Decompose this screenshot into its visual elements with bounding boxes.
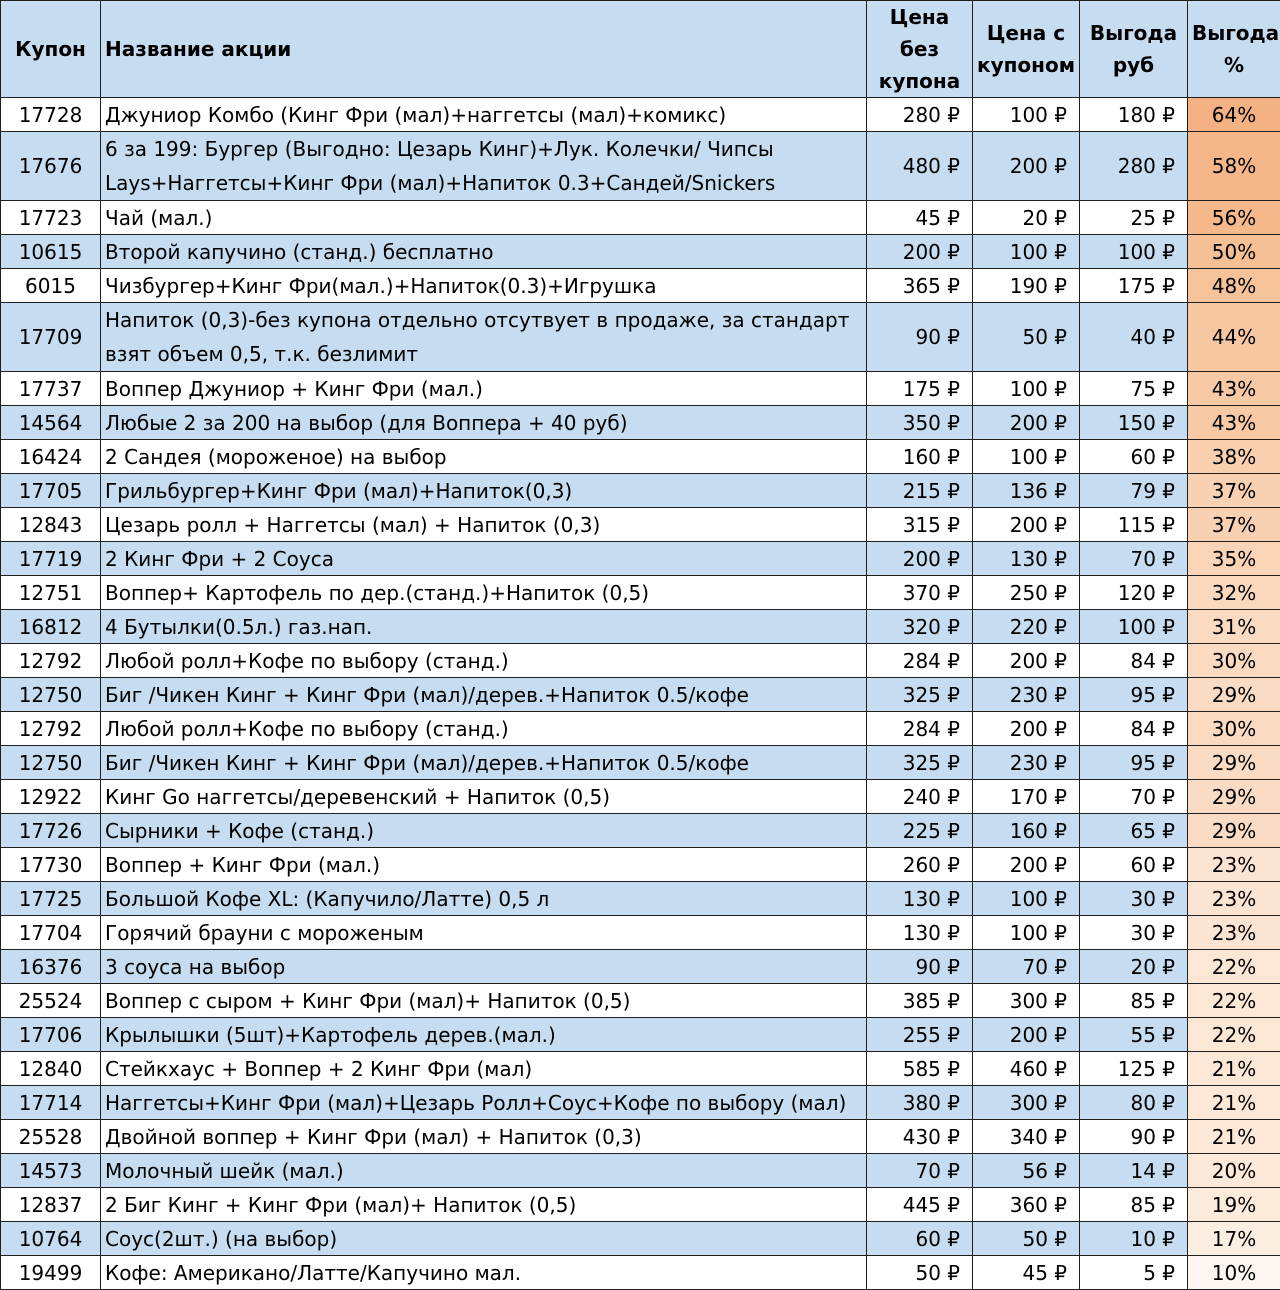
savings-pct-cell: 21% <box>1188 1120 1280 1154</box>
promo-name-cell: Любой ролл+Кофе по выбору (станд.) <box>101 712 867 746</box>
price-with-cell: 200 ₽ <box>973 848 1080 882</box>
savings-rub-cell: 85 ₽ <box>1080 984 1188 1018</box>
price-with-cell: 300 ₽ <box>973 1086 1080 1120</box>
savings-rub-cell: 150 ₽ <box>1080 406 1188 440</box>
price-without-cell: 60 ₽ <box>867 1222 973 1256</box>
table-row <box>1 984 1280 1018</box>
savings-rub-cell: 90 ₽ <box>1080 1120 1188 1154</box>
savings-pct-cell: 48% <box>1188 269 1280 303</box>
savings-pct-cell: 37% <box>1188 508 1280 542</box>
table-row <box>1 814 1280 848</box>
price-without-cell: 215 ₽ <box>867 474 973 508</box>
coupon-cell: 12792 <box>1 644 101 678</box>
promo-name-cell: Чай (мал.) <box>101 201 867 235</box>
coupon-cell: 16424 <box>1 440 101 474</box>
coupon-cell: 17726 <box>1 814 101 848</box>
coupon-cell: 17714 <box>1 1086 101 1120</box>
table-row <box>1 780 1280 814</box>
savings-pct-cell: 44% <box>1188 303 1280 372</box>
savings-pct-cell: 22% <box>1188 984 1280 1018</box>
table-row <box>1 1222 1280 1256</box>
savings-rub-cell: 20 ₽ <box>1080 950 1188 984</box>
savings-pct-cell: 23% <box>1188 916 1280 950</box>
promo-name-cell: Большой Кофе XL: (Капучило/Латте) 0,5 л <box>101 882 867 916</box>
price-with-cell: 70 ₽ <box>973 950 1080 984</box>
savings-pct-cell: 43% <box>1188 406 1280 440</box>
savings-pct-cell: 35% <box>1188 542 1280 576</box>
promo-name-cell: Сырники + Кофе (станд.) <box>101 814 867 848</box>
price-without-cell: 200 ₽ <box>867 542 973 576</box>
promo-name-cell: Напиток (0,3)-без купона отдельно отсутвует в продаже, за стандарт взят объем 0,5, т.к. безлимит <box>101 303 867 372</box>
header-savings-pct: Выгода % <box>1188 1 1280 98</box>
coupon-cell: 16376 <box>1 950 101 984</box>
price-without-cell: 325 ₽ <box>867 678 973 712</box>
price-without-cell: 585 ₽ <box>867 1052 973 1086</box>
coupon-cell: 12751 <box>1 576 101 610</box>
savings-rub-cell: 95 ₽ <box>1080 746 1188 780</box>
savings-pct-cell: 29% <box>1188 746 1280 780</box>
savings-rub-cell: 10 ₽ <box>1080 1222 1188 1256</box>
price-with-cell: 300 ₽ <box>973 984 1080 1018</box>
savings-rub-cell: 60 ₽ <box>1080 440 1188 474</box>
header-coupon: Купон <box>1 1 101 98</box>
savings-pct-cell: 23% <box>1188 848 1280 882</box>
savings-pct-cell: 37% <box>1188 474 1280 508</box>
coupon-cell: 12837 <box>1 1188 101 1222</box>
promo-name-cell: Крылышки (5шт)+Картофель дерев.(мал.) <box>101 1018 867 1052</box>
savings-pct-cell: 10% <box>1188 1256 1280 1290</box>
coupon-cell: 17704 <box>1 916 101 950</box>
savings-rub-cell: 79 ₽ <box>1080 474 1188 508</box>
header-price-without: Цена без купона <box>867 1 973 98</box>
savings-pct-cell: 21% <box>1188 1052 1280 1086</box>
savings-pct-cell: 58% <box>1188 132 1280 201</box>
table-body <box>1 98 1280 1290</box>
coupon-cell: 17737 <box>1 372 101 406</box>
savings-rub-cell: 80 ₽ <box>1080 1086 1188 1120</box>
price-with-cell: 200 ₽ <box>973 712 1080 746</box>
price-with-cell: 130 ₽ <box>973 542 1080 576</box>
price-without-cell: 90 ₽ <box>867 303 973 372</box>
promo-name-cell: Биг /Чикен Кинг + Кинг Фри (мал)/дерев.+Напиток 0.5/кофе <box>101 678 867 712</box>
price-with-cell: 45 ₽ <box>973 1256 1080 1290</box>
table-row <box>1 848 1280 882</box>
price-without-cell: 480 ₽ <box>867 132 973 201</box>
table-row <box>1 1018 1280 1052</box>
promo-name-cell: Джуниор Комбо (Кинг Фри (мал)+наггетсы (мал)+комикс) <box>101 98 867 132</box>
promo-name-cell: Молочный шейк (мал.) <box>101 1154 867 1188</box>
table-row <box>1 1154 1280 1188</box>
coupon-cell: 25528 <box>1 1120 101 1154</box>
promo-name-cell: Чизбургер+Кинг Фри(мал.)+Напиток(0.3)+Игрушка <box>101 269 867 303</box>
table-row <box>1 1120 1280 1154</box>
coupon-cell: 12840 <box>1 1052 101 1086</box>
promo-name-cell: Двойной воппер + Кинг Фри (мал) + Напиток (0,3) <box>101 1120 867 1154</box>
price-without-cell: 315 ₽ <box>867 508 973 542</box>
savings-rub-cell: 70 ₽ <box>1080 542 1188 576</box>
price-without-cell: 385 ₽ <box>867 984 973 1018</box>
price-with-cell: 100 ₽ <box>973 882 1080 916</box>
price-with-cell: 190 ₽ <box>973 269 1080 303</box>
promo-name-cell: 2 Сандея (мороженое) на выбор <box>101 440 867 474</box>
savings-pct-cell: 22% <box>1188 950 1280 984</box>
price-without-cell: 240 ₽ <box>867 780 973 814</box>
promo-name-cell: Воппер+ Картофель по дер.(станд.)+Напиток (0,5) <box>101 576 867 610</box>
price-without-cell: 284 ₽ <box>867 644 973 678</box>
price-without-cell: 255 ₽ <box>867 1018 973 1052</box>
savings-pct-cell: 22% <box>1188 1018 1280 1052</box>
promo-name-cell: Биг /Чикен Кинг + Кинг Фри (мал)/дерев.+Напиток 0.5/кофе <box>101 746 867 780</box>
savings-pct-cell: 50% <box>1188 235 1280 269</box>
table-row <box>1 474 1280 508</box>
table-row <box>1 610 1280 644</box>
table-row <box>1 372 1280 406</box>
coupon-cell: 14564 <box>1 406 101 440</box>
savings-rub-cell: 70 ₽ <box>1080 780 1188 814</box>
savings-pct-cell: 29% <box>1188 678 1280 712</box>
price-with-cell: 56 ₽ <box>973 1154 1080 1188</box>
savings-rub-cell: 60 ₽ <box>1080 848 1188 882</box>
coupon-cell: 17706 <box>1 1018 101 1052</box>
savings-pct-cell: 43% <box>1188 372 1280 406</box>
promo-name-cell: Цезарь ролл + Наггетсы (мал) + Напиток (0,3) <box>101 508 867 542</box>
table-row <box>1 1188 1280 1222</box>
savings-pct-cell: 31% <box>1188 610 1280 644</box>
coupon-cell: 16812 <box>1 610 101 644</box>
savings-rub-cell: 180 ₽ <box>1080 98 1188 132</box>
savings-rub-cell: 84 ₽ <box>1080 644 1188 678</box>
promo-name-cell: Кинг Go наггетсы/деревенский + Напиток (0,5) <box>101 780 867 814</box>
coupon-cell: 12750 <box>1 678 101 712</box>
savings-pct-cell: 23% <box>1188 882 1280 916</box>
savings-pct-cell: 21% <box>1188 1086 1280 1120</box>
savings-rub-cell: 115 ₽ <box>1080 508 1188 542</box>
price-with-cell: 100 ₽ <box>973 98 1080 132</box>
promo-name-cell: Любой ролл+Кофе по выбору (станд.) <box>101 644 867 678</box>
coupon-cell: 25524 <box>1 984 101 1018</box>
price-without-cell: 175 ₽ <box>867 372 973 406</box>
coupon-cell: 17723 <box>1 201 101 235</box>
price-without-cell: 284 ₽ <box>867 712 973 746</box>
price-with-cell: 200 ₽ <box>973 1018 1080 1052</box>
savings-rub-cell: 280 ₽ <box>1080 132 1188 201</box>
price-without-cell: 325 ₽ <box>867 746 973 780</box>
promo-name-cell: Стейкхаус + Воппер + 2 Кинг Фри (мал) <box>101 1052 867 1086</box>
header-price-with: Цена с купоном <box>973 1 1080 98</box>
price-without-cell: 45 ₽ <box>867 201 973 235</box>
price-with-cell: 100 ₽ <box>973 372 1080 406</box>
price-without-cell: 50 ₽ <box>867 1256 973 1290</box>
savings-rub-cell: 120 ₽ <box>1080 576 1188 610</box>
price-with-cell: 160 ₽ <box>973 814 1080 848</box>
savings-pct-cell: 38% <box>1188 440 1280 474</box>
table-row <box>1 542 1280 576</box>
coupon-cell: 6015 <box>1 269 101 303</box>
promo-name-cell: Второй капучино (станд.) бесплатно <box>101 235 867 269</box>
table-row <box>1 576 1280 610</box>
savings-pct-cell: 20% <box>1188 1154 1280 1188</box>
price-without-cell: 260 ₽ <box>867 848 973 882</box>
price-without-cell: 70 ₽ <box>867 1154 973 1188</box>
coupon-cell: 12922 <box>1 780 101 814</box>
promo-name-cell: Воппер + Кинг Фри (мал.) <box>101 848 867 882</box>
table-row <box>1 882 1280 916</box>
table-row <box>1 1052 1280 1086</box>
price-with-cell: 340 ₽ <box>973 1120 1080 1154</box>
coupon-cell: 19499 <box>1 1256 101 1290</box>
savings-rub-cell: 25 ₽ <box>1080 201 1188 235</box>
header-savings-rub: Выгода руб <box>1080 1 1188 98</box>
promo-name-cell: Наггетсы+Кинг Фри (мал)+Цезарь Ролл+Соус+Кофе по выбору (мал) <box>101 1086 867 1120</box>
table-row <box>1 1086 1280 1120</box>
promo-name-cell: Кофе: Американо/Латте/Капучино мал. <box>101 1256 867 1290</box>
price-without-cell: 430 ₽ <box>867 1120 973 1154</box>
header-name: Название акции <box>101 1 867 98</box>
price-with-cell: 20 ₽ <box>973 201 1080 235</box>
promo-name-cell: 4 Бутылки(0.5л.) газ.нап. <box>101 610 867 644</box>
price-with-cell: 200 ₽ <box>973 508 1080 542</box>
price-with-cell: 360 ₽ <box>973 1188 1080 1222</box>
table-row <box>1 950 1280 984</box>
price-without-cell: 320 ₽ <box>867 610 973 644</box>
promo-name-cell: Воппер с сыром + Кинг Фри (мал)+ Напиток (0,5) <box>101 984 867 1018</box>
price-with-cell: 230 ₽ <box>973 678 1080 712</box>
savings-rub-cell: 14 ₽ <box>1080 1154 1188 1188</box>
price-with-cell: 100 ₽ <box>973 440 1080 474</box>
price-without-cell: 130 ₽ <box>867 916 973 950</box>
table-row <box>1 678 1280 712</box>
savings-pct-cell: 56% <box>1188 201 1280 235</box>
table-row <box>1 1256 1280 1290</box>
savings-pct-cell: 19% <box>1188 1188 1280 1222</box>
price-without-cell: 365 ₽ <box>867 269 973 303</box>
savings-rub-cell: 30 ₽ <box>1080 882 1188 916</box>
promo-name-cell: Горячий брауни с мороженым <box>101 916 867 950</box>
coupon-cell: 17728 <box>1 98 101 132</box>
coupon-cell: 17705 <box>1 474 101 508</box>
promo-name-cell: 2 Биг Кинг + Кинг Фри (мал)+ Напиток (0,5) <box>101 1188 867 1222</box>
promo-name-cell: 3 соуса на выбор <box>101 950 867 984</box>
price-without-cell: 200 ₽ <box>867 235 973 269</box>
table-row <box>1 746 1280 780</box>
price-with-cell: 220 ₽ <box>973 610 1080 644</box>
coupon-cell: 10615 <box>1 235 101 269</box>
coupon-cell: 17719 <box>1 542 101 576</box>
promo-name-cell: Соус(2шт.) (на выбор) <box>101 1222 867 1256</box>
table-row <box>1 916 1280 950</box>
table-row <box>1 644 1280 678</box>
table-row <box>1 269 1280 303</box>
coupon-cell: 10764 <box>1 1222 101 1256</box>
coupon-cell: 17730 <box>1 848 101 882</box>
promo-name-cell: Воппер Джуниор + Кинг Фри (мал.) <box>101 372 867 406</box>
savings-rub-cell: 30 ₽ <box>1080 916 1188 950</box>
price-without-cell: 160 ₽ <box>867 440 973 474</box>
savings-rub-cell: 125 ₽ <box>1080 1052 1188 1086</box>
savings-rub-cell: 40 ₽ <box>1080 303 1188 372</box>
coupon-cell: 14573 <box>1 1154 101 1188</box>
price-with-cell: 230 ₽ <box>973 746 1080 780</box>
price-with-cell: 460 ₽ <box>973 1052 1080 1086</box>
savings-rub-cell: 75 ₽ <box>1080 372 1188 406</box>
savings-pct-cell: 30% <box>1188 644 1280 678</box>
table-row <box>1 303 1280 372</box>
table-row <box>1 132 1280 201</box>
savings-rub-cell: 95 ₽ <box>1080 678 1188 712</box>
table-row <box>1 508 1280 542</box>
header-row <box>1 1 1280 98</box>
price-with-cell: 200 ₽ <box>973 406 1080 440</box>
price-without-cell: 90 ₽ <box>867 950 973 984</box>
savings-rub-cell: 65 ₽ <box>1080 814 1188 848</box>
price-without-cell: 130 ₽ <box>867 882 973 916</box>
savings-rub-cell: 100 ₽ <box>1080 235 1188 269</box>
table-row <box>1 406 1280 440</box>
price-with-cell: 200 ₽ <box>973 132 1080 201</box>
coupon-cell: 17676 <box>1 132 101 201</box>
savings-rub-cell: 84 ₽ <box>1080 712 1188 746</box>
table-row <box>1 201 1280 235</box>
price-with-cell: 250 ₽ <box>973 576 1080 610</box>
price-without-cell: 380 ₽ <box>867 1086 973 1120</box>
savings-pct-cell: 29% <box>1188 780 1280 814</box>
price-with-cell: 200 ₽ <box>973 644 1080 678</box>
savings-rub-cell: 5 ₽ <box>1080 1256 1188 1290</box>
table-row <box>1 235 1280 269</box>
price-without-cell: 280 ₽ <box>867 98 973 132</box>
coupon-cell: 17725 <box>1 882 101 916</box>
promo-name-cell: Любые 2 за 200 на выбор (для Воппера + 40 руб) <box>101 406 867 440</box>
savings-rub-cell: 85 ₽ <box>1080 1188 1188 1222</box>
table-row <box>1 440 1280 474</box>
savings-pct-cell: 64% <box>1188 98 1280 132</box>
coupon-cell: 12792 <box>1 712 101 746</box>
savings-pct-cell: 32% <box>1188 576 1280 610</box>
price-without-cell: 445 ₽ <box>867 1188 973 1222</box>
table-row <box>1 98 1280 132</box>
price-without-cell: 225 ₽ <box>867 814 973 848</box>
price-with-cell: 170 ₽ <box>973 780 1080 814</box>
price-with-cell: 50 ₽ <box>973 1222 1080 1256</box>
promo-name-cell: Грильбургер+Кинг Фри (мал)+Напиток(0,3) <box>101 474 867 508</box>
price-with-cell: 100 ₽ <box>973 235 1080 269</box>
price-without-cell: 370 ₽ <box>867 576 973 610</box>
coupon-cell: 12750 <box>1 746 101 780</box>
promo-name-cell: 2 Кинг Фри + 2 Соуса <box>101 542 867 576</box>
savings-pct-cell: 30% <box>1188 712 1280 746</box>
promo-name-cell: 6 за 199: Бургер (Выгодно: Цезарь Кинг)+Лук. Колечки/ Чипсы Lays+Наггетсы+Кинг Фри (мал)+Напиток 0.3+Сандей/Snickers <box>101 132 867 201</box>
price-with-cell: 50 ₽ <box>973 303 1080 372</box>
price-with-cell: 100 ₽ <box>973 916 1080 950</box>
coupon-cell: 17709 <box>1 303 101 372</box>
savings-pct-cell: 29% <box>1188 814 1280 848</box>
price-without-cell: 350 ₽ <box>867 406 973 440</box>
savings-rub-cell: 55 ₽ <box>1080 1018 1188 1052</box>
coupon-cell: 12843 <box>1 508 101 542</box>
savings-rub-cell: 100 ₽ <box>1080 610 1188 644</box>
savings-rub-cell: 175 ₽ <box>1080 269 1188 303</box>
table-row <box>1 712 1280 746</box>
savings-pct-cell: 17% <box>1188 1222 1280 1256</box>
price-with-cell: 136 ₽ <box>973 474 1080 508</box>
